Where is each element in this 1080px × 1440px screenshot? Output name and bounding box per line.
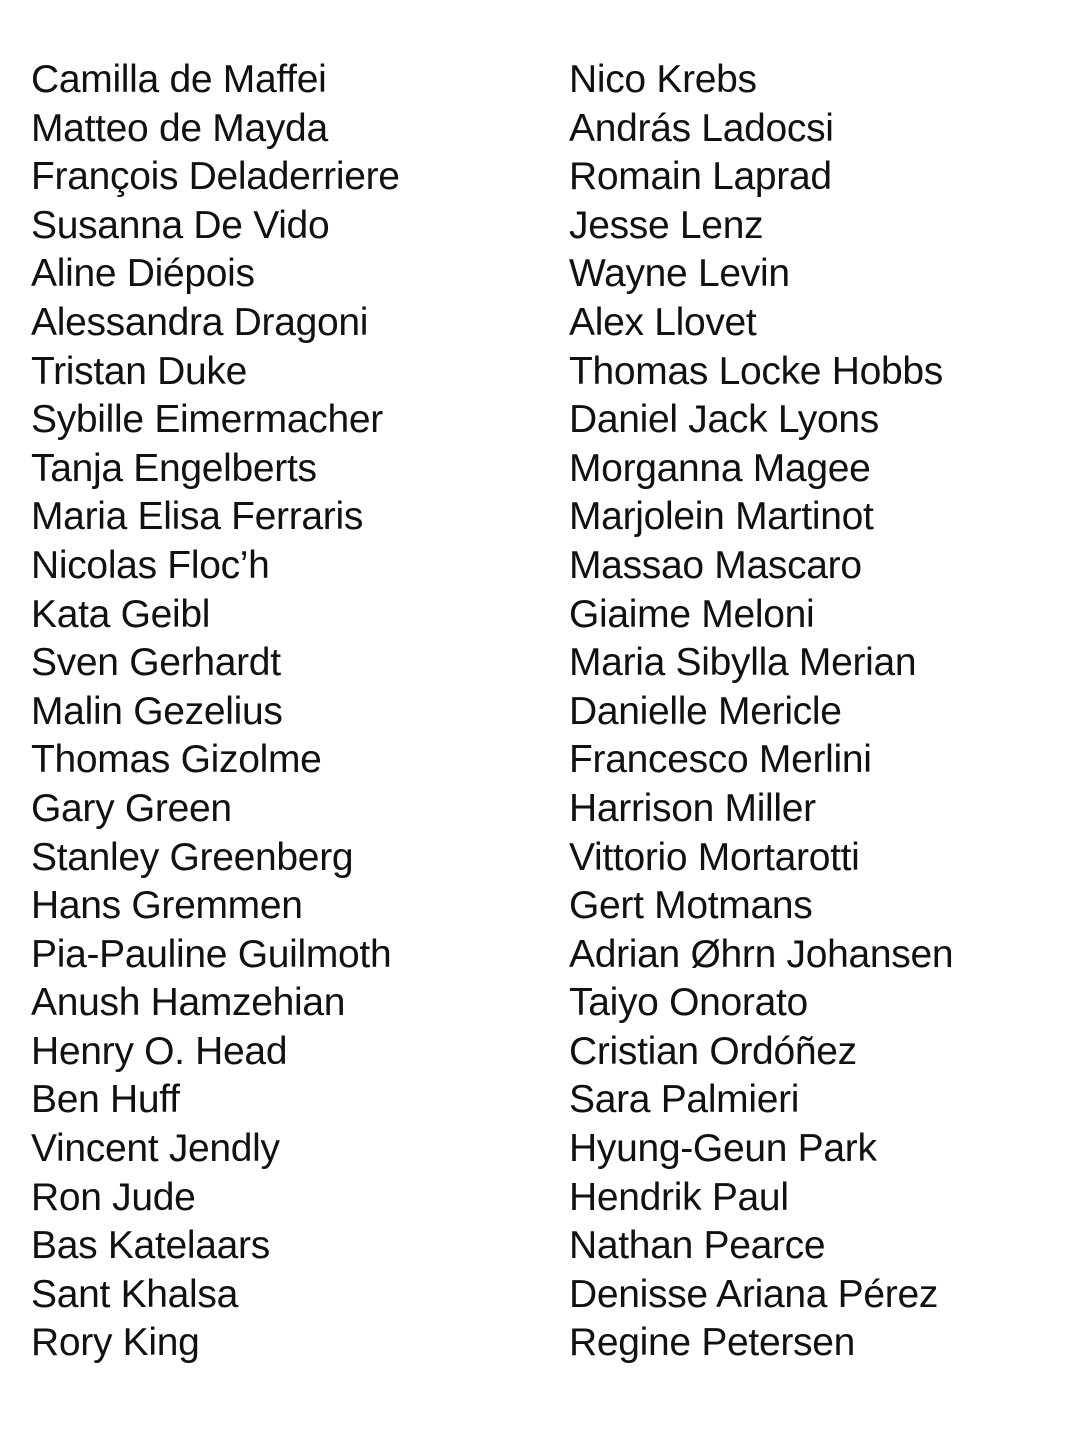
name-entry: Jesse Lenz: [569, 203, 764, 247]
name-entry: Stanley Greenberg: [31, 835, 354, 879]
name-entry: Maria Elisa Ferraris: [31, 495, 364, 539]
name-entry: François Deladerriere: [31, 155, 400, 199]
name-entry: Camilla de Maffei: [31, 58, 327, 101]
name-entry: Maria Sibylla Merian: [569, 641, 917, 685]
name-entry: Romain Laprad: [569, 155, 832, 199]
name-entry: Danielle Mericle: [569, 689, 842, 733]
name-entry: Vittorio Mortarotti: [569, 835, 860, 879]
name-entry: Anush Hamzehian: [31, 981, 346, 1025]
name-entry: Regine Petersen: [569, 1321, 856, 1365]
right-name-column: [569, 56, 1069, 1368]
name-entry: Nico Krebs: [569, 58, 757, 101]
name-entry: Sant Khalsa: [31, 1272, 239, 1316]
name-entry: Francesco Merlini: [569, 738, 872, 782]
name-entry: Cristian Ordóñez: [569, 1029, 857, 1073]
left-name-column: [31, 56, 551, 1368]
name-entry: Gert Motmans: [569, 884, 813, 928]
name-entry: Thomas Locke Hobbs: [569, 349, 943, 393]
name-entry: Gary Green: [31, 786, 232, 830]
name-entry: Kata Geibl: [31, 592, 211, 636]
name-entry: Thomas Gizolme: [31, 738, 322, 782]
name-entry: Susanna De Vido: [31, 203, 330, 247]
name-entry: Vincent Jendly: [31, 1127, 280, 1171]
name-entry: Pia-Pauline Guilmoth: [31, 932, 392, 976]
name-entry: Adrian Øhrn Johansen: [569, 932, 954, 976]
name-entry: Tristan Duke: [31, 349, 248, 393]
name-entry: Bas Katelaars: [31, 1224, 270, 1268]
name-entry: András Ladocsi: [569, 106, 834, 150]
name-entry: Henry O. Head: [31, 1029, 288, 1073]
name-entry: Denisse Ariana Pérez: [569, 1272, 939, 1316]
name-entry: Giaime Meloni: [569, 592, 815, 636]
name-entry: Alessandra Dragoni: [31, 300, 369, 344]
name-entry: Matteo de Mayda: [31, 106, 328, 150]
name-entry: Sven Gerhardt: [31, 641, 281, 685]
name-entry: Massao Mascaro: [569, 543, 862, 587]
name-entry: Sybille Eimermacher: [31, 398, 383, 442]
name-entry: Hendrik Paul: [569, 1175, 789, 1219]
name-entry: Malin Gezelius: [31, 689, 283, 733]
name-entry: Rory King: [31, 1321, 200, 1365]
name-entry: Morganna Magee: [569, 446, 871, 490]
name-entry: Harrison Miller: [569, 786, 816, 830]
name-entry: Hans Gremmen: [31, 884, 303, 928]
name-entry: Alex Llovet: [569, 300, 757, 344]
name-entry: Aline Diépois: [31, 252, 255, 296]
name-entry: Ben Huff: [31, 1078, 180, 1122]
name-entry: Marjolein Martinot: [569, 495, 874, 539]
name-entry: Nicolas Floc’h: [31, 543, 270, 587]
name-entry: Ron Jude: [31, 1175, 196, 1219]
name-entry: Sara Palmieri: [569, 1078, 800, 1122]
name-entry: Taiyo Onorato: [569, 981, 808, 1025]
name-entry: Tanja Engelberts: [31, 446, 317, 490]
name-entry: Wayne Levin: [569, 252, 790, 296]
name-entry: Hyung-Geun Park: [569, 1127, 877, 1171]
name-entry: Nathan Pearce: [569, 1224, 826, 1268]
name-entry: Daniel Jack Lyons: [569, 398, 879, 442]
